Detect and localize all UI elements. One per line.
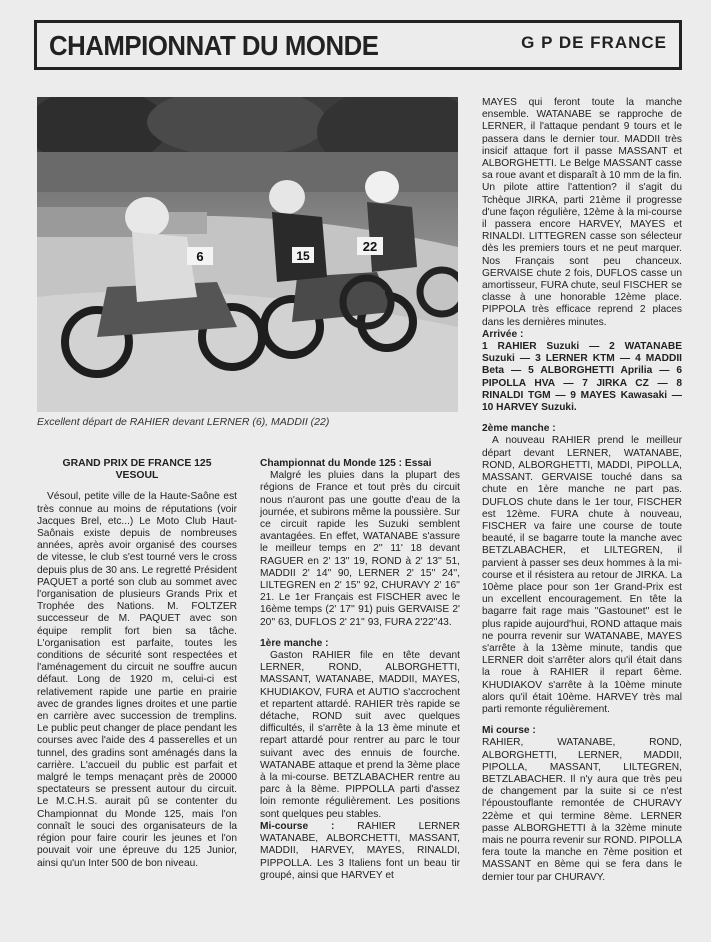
- mid-course-line: [260, 821, 460, 882]
- article-paragraph: RAHIER, WATANABE, ROND, ALBORGHETTI, LERNER, MADDII, PIPOLLA, MASSANT, LILTEGREN, BETZLABACHER. Il n'y aura que très peu de changement par la suite si ce n'est l'époustouflante remontée de CHURAVY 22ème et qui termine 8ème. LERNER passe ALBORGHETTI à la 32ème minute mais ne pourra revenir sur ROND. PIPOLLA fera toute la manche en 7ème position et MASSANT en 8ème qui se fera dans le dernier tour par CHURAVY.: [482, 737, 682, 883]
- section-heading: 2ème manche :: [482, 423, 556, 435]
- page-header: [34, 20, 682, 70]
- section-heading: 1ère manche :: [260, 637, 329, 649]
- race-photo-illustration: [37, 97, 458, 412]
- section-tag: G P DE FRANCE: [521, 33, 667, 52]
- article-paragraph: Malgré les pluies dans la plupart des régions de France et tout près du circuit nous n'auront pas une goutte d'eau de la journée, et subirons même la poussière. Sur ce circuit rapide les Suzuki semblent avantagées. En effet, WATANABE s'assure le meilleur temps en 2'' 11' 18 devant RAGUER en 2' 13'' 19, ROND à 2' 13'' 51, MADDII 2' 14'' 90, LERNER 2' 15'' 24'', LILTEGREN en 2' 15'' 92, CHURAVY 2' 16'' 21. Le 1er Français est FISCHER avec le 16ème temps (2' 17'' 91) puis GERVAISE 2' 20'' 63, DUFLOS 2' 21'' 93, FURA 2'22''43.: [260, 470, 460, 628]
- plate-number: 15: [296, 249, 310, 263]
- section-heading: Championnat du Monde 125 : Essai: [260, 458, 432, 469]
- plate-number: 6: [196, 249, 204, 264]
- page-title: CHAMPIONNAT DU MONDE: [49, 30, 379, 61]
- results-label: Arrivée :: [482, 328, 524, 340]
- article-paragraph: MAYES qui feront toute la manche ensemble. WATANABE se rapproche de LERNER, il l'attaque pendant 9 tours et le passera dans le dernier tour. MADDII très insicif attaque fort il passe MASSANT et ALBORGHETTI. Le Belge MASSANT casse sa roue avant et disparaît à 10 mm de la fin. Un pilote attire l'attention? il s'agit du Tchèque JIRKA, parti 21ème il progresse d'une façon régulière, 12ème à la mi-course il passera encore HARVEY, MAYES et RINALDI. LITTEGREN casse son sélecteur dès les premiers tours et ne peut marquer. Nos Français sont peu chanceux. GERVAISE chute 2 fois, DUFLOS casse un amortisseur, FURA chute, seul FISCHER se classe à une honorable 12ème place. PIPPOLA très efficace reprend 2 places dans les dernières minutes.: [482, 97, 682, 328]
- section-heading: Mi course :: [482, 725, 536, 737]
- plate-number: 22: [362, 239, 378, 254]
- section-subheading: VESOUL: [115, 470, 159, 482]
- column-1: [37, 458, 237, 870]
- article-paragraph: Gaston RAHIER file en tête devant LERNER, ROND, ALBORGHETTI, MASSANT, WATANABE, MADDII, MAYES, KHUDIAKOV, FURA et AUTIO s'accrochent et repartent attardé. RAHIER très rapide se détache, ROND suit avec quelques difficultés, il s'arrête à la 13 ème minute et repart attardé pour rentrer au parc le tour suivant avec des ennuis de fourche. WATANABE attaque et prend la 3ème place à la mi-course. BETZLABACHER rentre au parc à la 8ème. PIPPOLLA parti d'assez loin remonte régulièrement. Les positions sont quelques peu stables.: [260, 650, 460, 820]
- mid-course-label: Mi-course :: [260, 820, 335, 832]
- results-list: 1 RAHIER Suzuki — 2 WATANABE Suzuki — 3 LERNER KTM — 4 MADDII Beta — 5 ALBORGHETTI Aprilia — 6 PIPOLLA HVA — 7 JIRKA CZ — 8 RINALDI TGM — 9 MAYES Kawasaki — 10 HARVEY Suzuki.: [482, 341, 682, 414]
- race-photo: [37, 97, 458, 412]
- section-heading: GRAND PRIX DE FRANCE 125: [62, 458, 212, 469]
- article-paragraph: Vésoul, petite ville de la Haute-Saône est très connue au moins de réputations (voir Jacques Brel, etc...) Le Moto Club Haut-Saônais existe depuis de nombreuses années, après avoir organisé des courses de vitesse, le club s'est tourné vers le cross depuis plus de 30 ans. Le regretté Président PAQUET a porté son club au sommet avec l'organisation de plusieurs Grands Prix et Trophée des Nations. M. FOLTZER successeur de M. PAQUET avec son équipe remplit fort bien sa tâche. L'organisation est parfaite, toutes les conditions de sécurité sont respectées et l'aménagement du circuit ne souffre aucun défaut. Long de 1920 m, celui-ci est relativement rapide une partie en prairie avec de grandes lignes droites et une partie en carrière avec succession de tremplins. Le public peut changer de place pendant les courses avec l'aide des 4 passerelles et un tunnel, des gradins sont aménagés dans la carrière. L'accueil du public est parfait et malgré le temps menaçant près de 20000 spectateurs se pressent autour du circuit. Le M.C.H.S. aurait pû se contenter du Championnat du Monde 125, mais l'on connaît le souci des organisateurs de la région pour faire courir les jeunes et l'on pouvait voir une épreuve du 125 Junior, ainsi qu'un Inter 500 de bon niveau.: [37, 491, 237, 869]
- mid-course-text: RAHIER LERNER WATANABE, ALBORCHETTI, MASSANT, MADDII, HARVEY, MAYES, RINALDI, PIPPOLLA. Les 3 Italiens font un beau tir groupé, ainsi que HARVEY et: [260, 820, 460, 881]
- column-3: [482, 97, 682, 884]
- column-2: [260, 458, 460, 882]
- photo-caption: Excellent départ de RAHIER devant LERNER (6), MADDII (22): [37, 416, 330, 428]
- article-paragraph: A nouveau RAHIER prend le meilleur départ devant LERNER, WATANABE, ROND, ALBORGHETTI, MADDI, PIPOLLA, MASSANT. GERVAISE touché dans sa chute en 1ère manche ne part pas. DUFLOS chute dans le 1er tour, FISCHER est 12ème. FURA chute à nouveau, FISCHER va faire une course de toute beauté, il se bagarre toute la manche avec BETZLABACHER, et LILTEGREN, il parvient à passer ses deux hommes à la mi-course et il résistera au retour de JIRKA. La 10ème place pour son 1er Grand-Prix est un excellent encouragement. En tête la bagarre fait rage mais ''Gastounet'' est le plus rapide aujourd'hui, ROND attaque mais ne pourra revenir sur WATANABE, MAYES s'arrête à la 13ème minute, tandis que LERNER doit s'arrêter alors qu'il était dans la roue à RAHIER il repart 6ème. KHUDIAKOV s'arrête à la 10ème minute alors qu'il était 10ème. HARVEY très mal parti remonte régulièrement.: [482, 435, 682, 715]
